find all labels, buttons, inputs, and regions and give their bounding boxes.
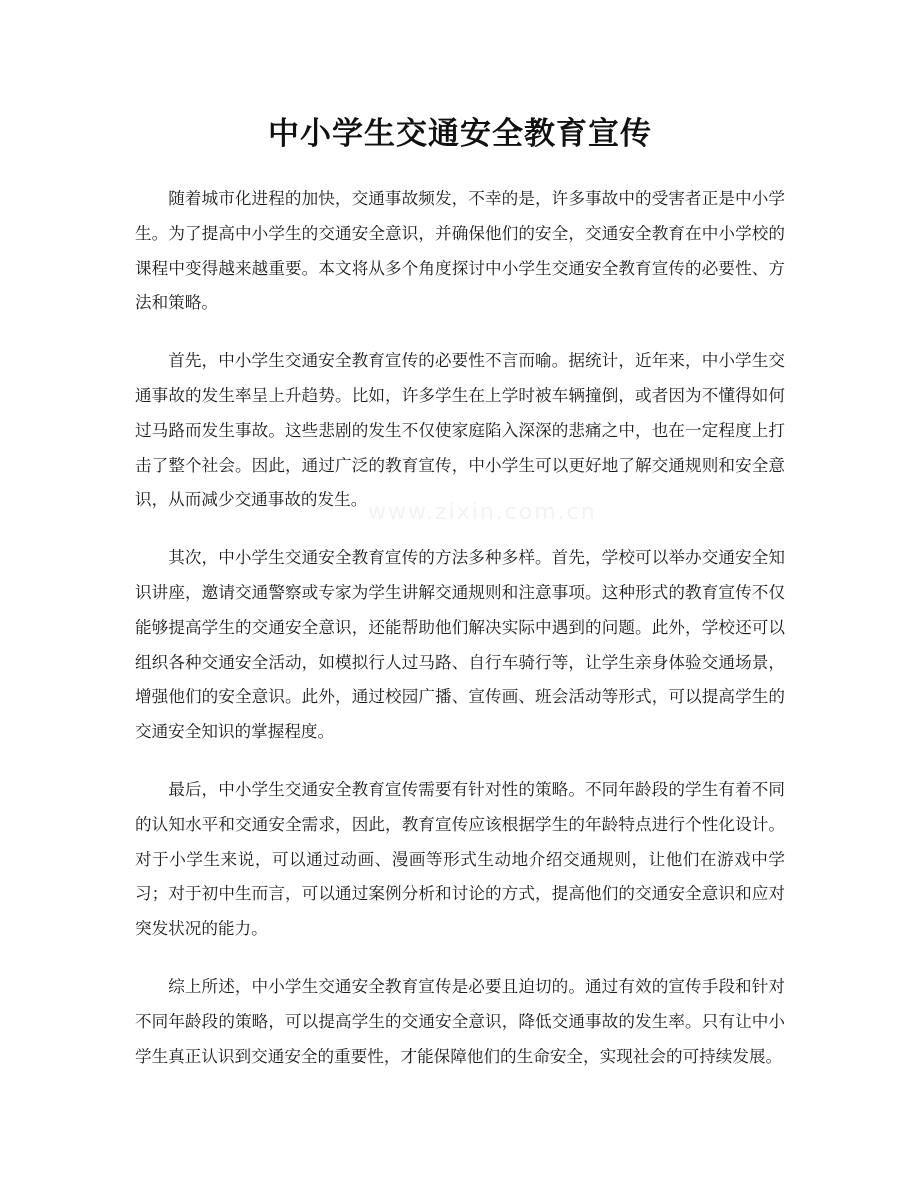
paragraph-intro: 随着城市化进程的加快，交通事故频发，不幸的是，许多事故中的受害者正是中小学生。为了提高中小学生的交通安全意识，并确保他们的安全，交通安全教育在中小学校的课程中变得越来越重要。本文将从多个角度探讨中小学生交通安全教育宣传的必要性、方法和策略。 <box>135 189 785 313</box>
paragraph-conclusion: 综上所述，中小学生交通安全教育宣传是必要且迫切的。通过有效的宣传手段和针对不同年龄段的策略，可以提高学生的交通安全意识，降低交通事故的发生率。只有让中小学生真正认识到交通安全的重要性，才能保障他们的生命安全，实现社会的可持续发展。 <box>135 976 785 1066</box>
paragraph-necessity: 首先，中小学生交通安全教育宣传的必要性不言而喻。据统计，近年来，中小学生交通事故的发生率呈上升趋势。比如，许多学生在上学时被车辆撞倒，或者因为不懂得如何过马路而发生事故。这些悲剧的发生不仅使家庭陷入深深的悲痛之中，也在一定程度上打击了整个社会。因此，通过广泛的教育宣传，中小学生可以更好地了解交通规则和安全意识，从而减少交通事故的发生。 <box>135 351 785 510</box>
paragraph-strategies: 最后，中小学生交通安全教育宣传需要有针对性的策略。不同年龄段的学生有着不同的认知水平和交通安全需求，因此，教育宣传应该根据学生的年龄特点进行个性化设计。对于小学生来说，可以通过动画、漫画等形式生动地介绍交通规则，让他们在游戏中学习；对于初中生而言，可以通过案例分析和讨论的方式，提高他们的交通安全意识和应对突发状况的能力。 <box>135 779 785 939</box>
paragraph-methods: 其次，中小学生交通安全教育宣传的方法多种多样。首先，学校可以举办交通安全知识讲座，邀请交通警察或专家为学生讲解交通规则和注意事项。这种形式的教育宣传不仅能够提高学生的交通安全意识，还能帮助他们解决实际中遇到的问题。此外，学校还可以组织各种交通安全活动，如模拟行人过马路、自行车骑行等，让学生亲身体验交通场景，增强他们的安全意识。此外，通过校园广播、宣传画、班会活动等形式，可以提高学生的交通安全知识的掌握程度。 <box>135 548 785 742</box>
document-title: 中小学生交通安全教育宣传 <box>268 116 652 152</box>
document-body <box>135 182 785 1097</box>
watermark: www.zixin.com.cn <box>368 500 597 525</box>
